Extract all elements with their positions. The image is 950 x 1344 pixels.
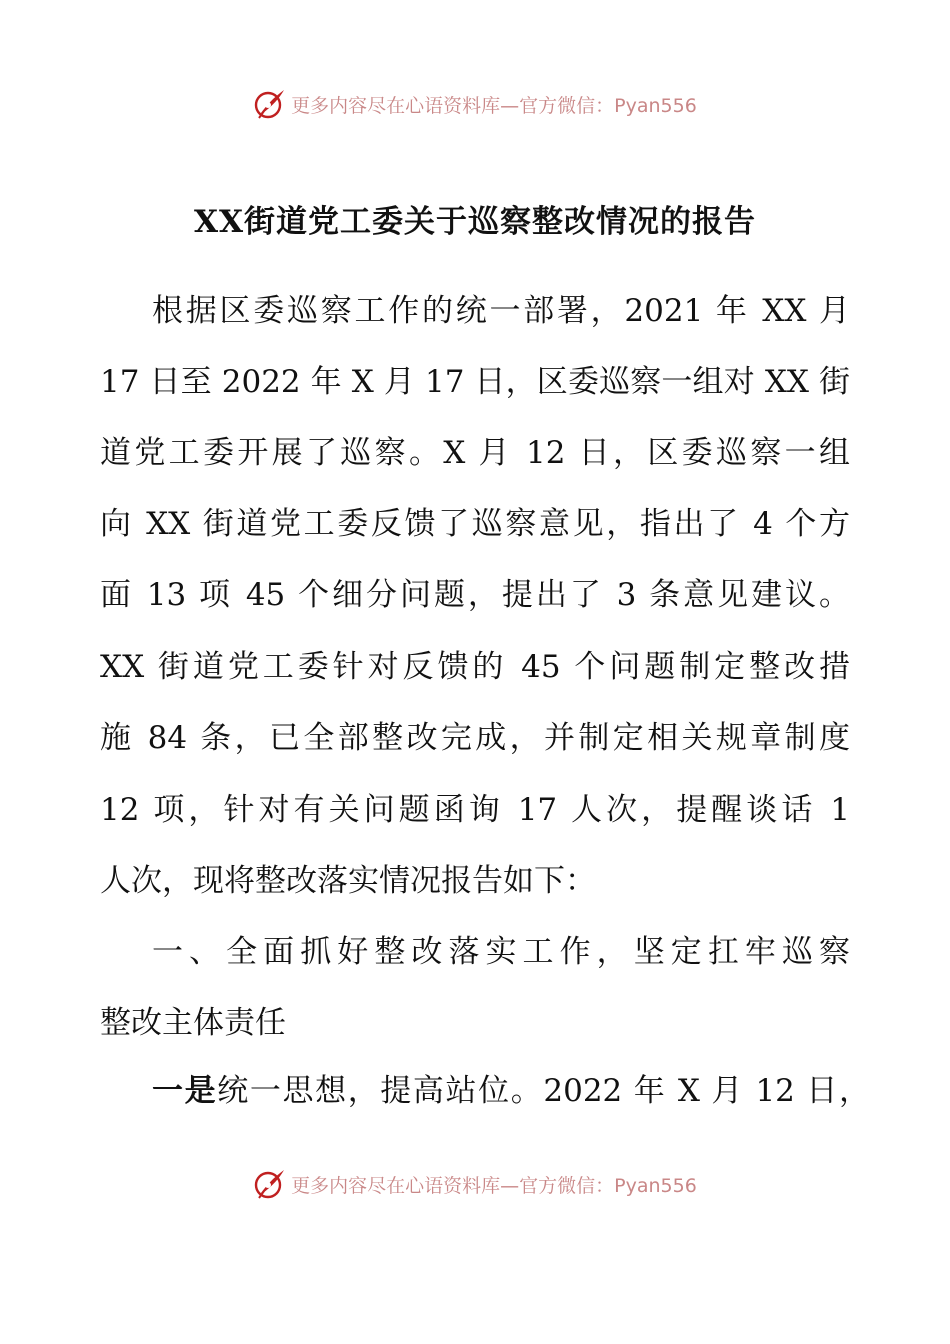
- section-heading-line: 一、全面抓好整改落实工作，坚定扛牢巡察: [152, 934, 850, 970]
- quill-pen-circle-icon: [253, 1167, 287, 1201]
- section-heading-line: 整改主体责任: [100, 1005, 286, 1041]
- footer-banner-text: 更多内容尽在心语资料库—官方微信：Pyan556: [291, 1174, 697, 1197]
- point-line: [152, 1066, 870, 1116]
- point-text: 统一思想，提高站位。2022 年 X 月 12 日，: [217, 1073, 870, 1109]
- header-banner-text: 更多内容尽在心语资料库—官方微信：Pyan556: [291, 94, 697, 117]
- paragraph-line: 向 XX 街道党工委反馈了巡察意见，指出了 4 个方: [100, 506, 850, 542]
- paragraph-line: 人次，现将整改落实情况报告如下：: [100, 863, 596, 899]
- document-title: XX街道党工委关于巡察整改情况的报告: [193, 204, 757, 240]
- header-banner: [0, 84, 950, 124]
- paragraph-line: 根据区委巡察工作的统一部署，2021 年 XX 月: [152, 293, 850, 329]
- paragraph-line: 17 日至 2022 年 X 月 17 日，区委巡察一组对 XX 街: [100, 364, 850, 400]
- point-lead: 一是: [152, 1073, 218, 1109]
- paragraph-line: XX 街道党工委针对反馈的 45 个问题制定整改措: [100, 649, 850, 685]
- footer-banner: [0, 1164, 950, 1204]
- paragraph-line: 施 84 条，已全部整改完成，并制定相关规章制度: [100, 720, 850, 756]
- paragraph-line: 道党工委开展了巡察。X 月 12 日，区委巡察一组: [100, 435, 850, 471]
- paragraph-line: 12 项，针对有关问题函询 17 人次，提醒谈话 1: [100, 792, 850, 828]
- paragraph-line: 面 13 项 45 个细分问题，提出了 3 条意见建议。: [100, 577, 850, 613]
- quill-pen-circle-icon: [253, 87, 287, 121]
